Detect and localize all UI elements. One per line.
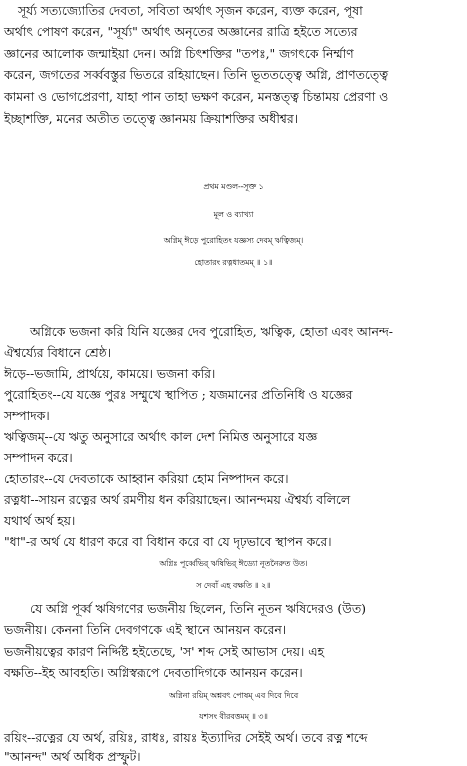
commentary-line: ঐশ্বর্য্যের বিধানে শ্রেষ্ঠ। — [4, 345, 112, 360]
verse-line: অগ্নিনা রয়িম্ অশ্নবৎ পোষম্ এব দিবে দিবে — [168, 691, 299, 700]
commentary-line: বক্ষতি--ইহ আবহতি। অগ্নিস্বরূপে দেবতাদিগকে আনয়ন করেন। — [4, 665, 303, 680]
paragraph-line: ইচ্ছাশক্তি, মনের অতীত তত্ত্বে জ্ঞানময় ক্রিয়াশক্তির অধীশ্বর। — [4, 111, 298, 126]
commentary-line: ভজনীয়। কেননা তিনি দেবগণকে এই স্থানে আনয়ন করেন। — [4, 622, 287, 637]
gloss-line: রয়িং--রত্নের যে অর্থ, রয়িঃ, রাধঃ, রায়ঃ ইত্যাদির সেইই অর্থ। তবে রত্ন শব্দে — [4, 730, 368, 745]
gloss-line: যথার্থ অর্থ হয়। — [4, 513, 76, 528]
paragraph-line: করেন, জগতের সর্ব্ববস্তুর ভিতরে রহিয়াছেন। তিনি ভূততত্ত্বে অগ্নি, প্রাণতত্ত্বে — [4, 67, 389, 82]
verse-line: স দেবাঁ এহ বক্ষতি ॥ ২॥ — [196, 581, 271, 590]
commentary-line: যে অগ্নি পূর্ব্ব ঋষিগণের ভজনীয় ছিলেন, তিনি নূতন ঋষিদেরও (উত) — [30, 601, 366, 616]
subheading: মূল ও ব্যাখ্যা — [213, 210, 254, 219]
commentary-line: ভজনীয়ত্বের কারণ নির্দ্দিষ্ট হইতেছে, 'স' শব্দ সেই আভাস দেয়। এহ — [4, 644, 325, 659]
gloss-line: হোতারং--যে দেবতাকে আহ্বান করিয়া হোম নিষ্পাদন করে। — [4, 471, 289, 486]
section-heading: প্রথম মণ্ডল--সূক্ত ১ — [203, 182, 264, 191]
gloss-line: "আনন্দ" অর্থ অধিক প্রস্ফুট। — [4, 749, 141, 764]
gloss-line: সম্পাদন করে। — [4, 450, 73, 465]
gloss-line: রত্নধা--সায়ন রত্নের অর্থ রমণীয় ধন করিয়াছেন। আনন্দময় ঐশ্বর্য্য বলিলে — [4, 492, 351, 507]
paragraph-line: জ্ঞানের আলোক জন্মাইয়া দেন। অগ্নি চিৎশক্তির "তপঃ," জগৎকে নির্ম্মাণ — [4, 46, 354, 61]
verse-line: অগ্নিম্ ঈড়ে পুরোহিতং যজ্ঞস্য দেবম্ ঋত্বিজম্। — [163, 236, 304, 245]
commentary-line: অগ্নিকে ভজনা করি যিনি যজ্ঞের দেব পুরোহিত, ঋত্বিক, হোতা এবং আনন্দ- — [30, 324, 393, 339]
verse-line: অগ্নিঃ পূর্ব্বেভির্ ঋষিভির্ ঈড্যো নূতনৈরুত উত। — [159, 559, 308, 568]
gloss-line: "ধা"-র অর্থ যে ধারণ করে বা বিধান করে বা যে দৃঢ়ভাবে স্থাপন করে। — [4, 534, 332, 549]
paragraph-line: অর্থাৎ পোষণ করেন, "সূর্য্য" অর্থাৎ অনৃতের অজ্ঞানের রাত্রি হইতে সত্যের — [4, 24, 358, 39]
gloss-line: পুরোহিতং--যে যজ্ঞে পুরঃ সম্মুখে স্থাপিত ; যজমানের প্রতিনিধি ও যজ্ঞের — [4, 387, 353, 402]
gloss-line: ঈড়ে--ভজামি, প্রার্থয়ে, কাময়ে। ভজনা করি। — [4, 366, 216, 381]
gloss-line: সম্পাদক। — [4, 408, 50, 423]
paragraph-line: কামনা ও ভোগপ্রেরণা, যাহা পান তাহা ভক্ষণ করেন, মনস্তত্ত্ব চিন্তাময় প্রেরণা ও — [4, 89, 389, 104]
verse-line: যশসং বীরবত্তমম্ ॥ ৩॥ — [199, 712, 268, 721]
verse-line: হোতারং রত্নধাতমম্ ॥ ১॥ — [194, 258, 273, 267]
paragraph-line: সূর্য্য সত্যজ্যোতির দেবতা, সবিতা অর্থাৎ সৃজন করেন, ব্যক্ত করেন, পূষা — [18, 3, 363, 18]
gloss-line: ঋত্বিজম্--যে ঋতু অনুসারে অর্থাৎ কাল দেশ নিমিত্ত অনুসারে যজ্ঞ — [4, 429, 318, 444]
